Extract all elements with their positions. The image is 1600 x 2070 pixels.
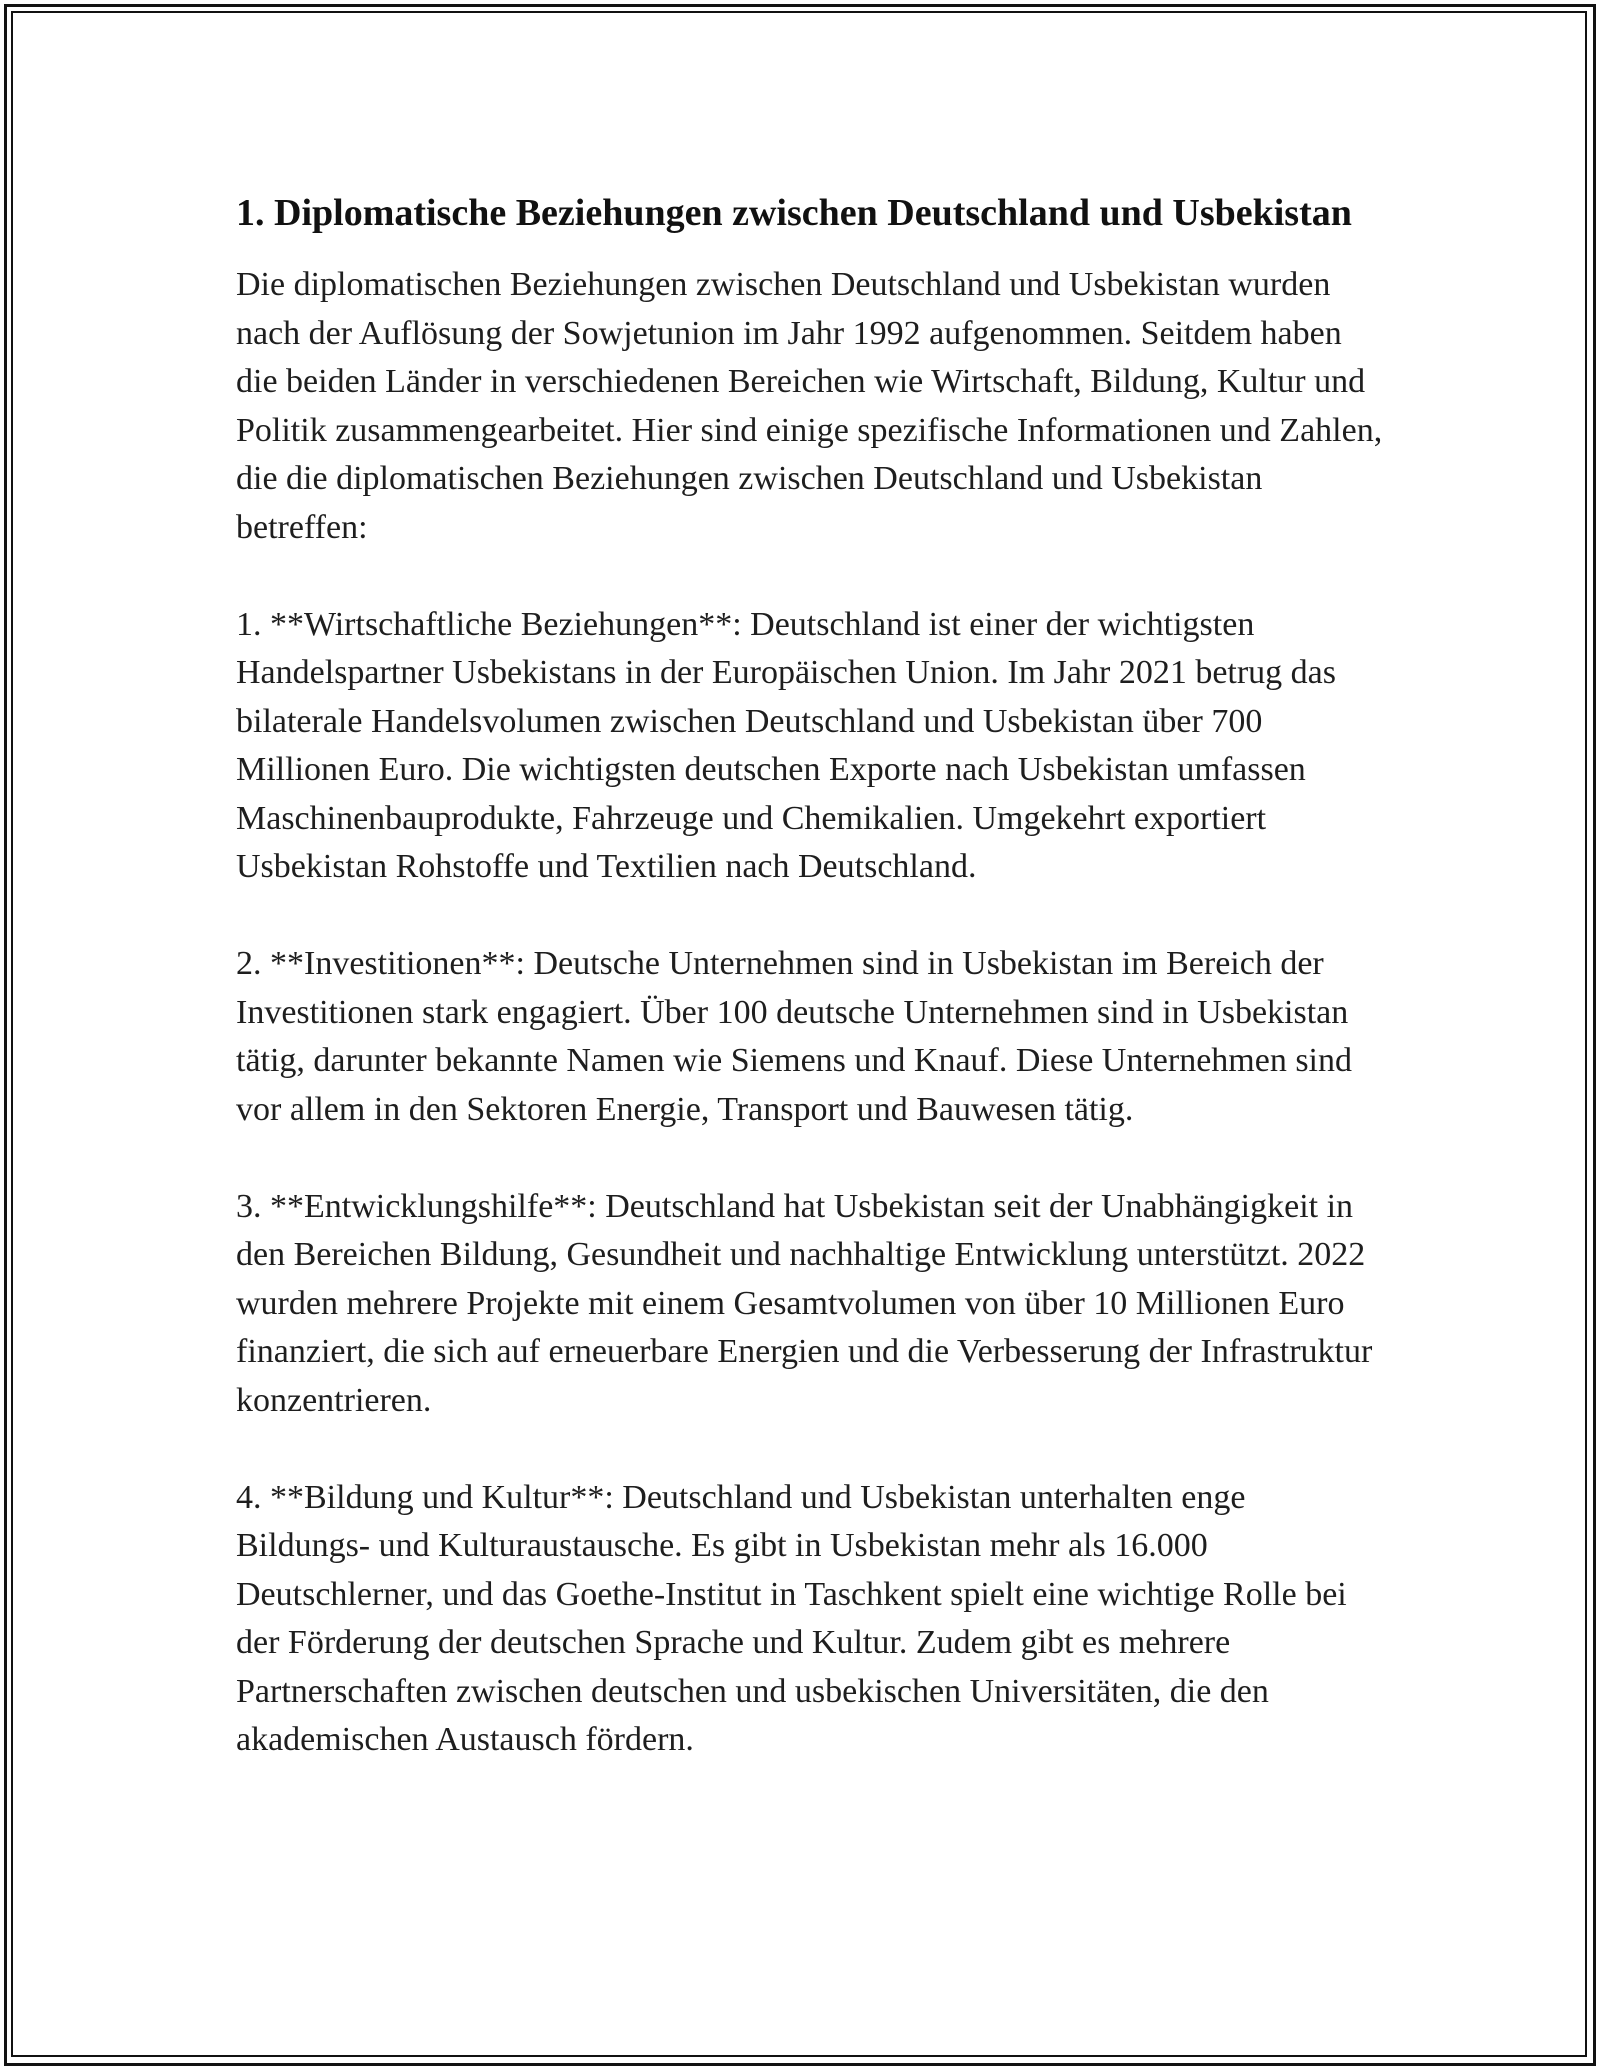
list-item-investments: 2. **Investitionen**: Deutsche Unternehmen sind in Usbekistan im Bereich der Investitionen stark engagiert. Über 100 deutsche Unternehmen sind in Usbekistan tätig, darunter bekannte Namen wie Siemens und Knauf. Diese Unternehmen sind vor allem in den Sektoren Energie, Transport und Bauwesen tätig. <box>236 945 1353 1128</box>
document-body <box>236 186 1386 1813</box>
list-item-economy: 1. **Wirtschaftliche Beziehungen**: Deutschland ist einer der wichtigsten Handelspartner Usbekistans in der Europäischen Union. Im Jahr 2021 betrug das bilaterale Handelsvolumen zwischen Deutschland und Usbekistan über 700 Millionen Euro. Die wichtigsten deutschen Exporte nach Usbekistan umfassen Maschinenbauprodukte, Fahrzeuge und Chemikalien. Umgekehrt exportiert Usbekistan Rohstoffe und Textilien nach Deutschland. <box>236 605 1337 885</box>
list-item-education-culture: 4. **Bildung und Kultur**: Deutschland und Usbekistan unterhalten enge Bildungs- und Kulturaustausche. Es gibt in Usbekistan mehr als 16.000 Deutschlerner, und das Goethe-Institut in Taschkent spielt eine wichtige Rolle bei der Förderung der deutschen Sprache und Kultur. Zudem gibt es mehrere Partnerschaften zwischen deutschen und usbekischen Universitäten, die den akademischen Austausch fördern. <box>236 1478 1347 1758</box>
intro-paragraph: Die diplomatischen Beziehungen zwischen Deutschland und Usbekistan wurden nach der Auflösung der Sowjetunion im Jahr 1992 aufgenommen. Seitdem haben die beiden Länder in verschiedenen Bereichen wie Wirtschaft, Bildung, Kultur und Politik zusammengearbeitet. Hier sind einige spezifische Informationen und Zahlen, die die diplomatischen Beziehungen zwischen Deutschland und Usbekistan betreffen: <box>236 266 1383 546</box>
list-item-development-aid: 3. **Entwicklungshilfe**: Deutschland hat Usbekistan seit der Unabhängigkeit in den Bereichen Bildung, Gesundheit und nachhaltige Entwicklung unterstützt. 2022 wurden mehrere Projekte mit einem Gesamtvolumen von über 10 Millionen Euro finanziert, die sich auf erneuerbare Energien und die Verbesserung der Infrastruktur konzentrieren. <box>236 1187 1373 1419</box>
section-heading: 1. Diplomatische Beziehungen zwischen Deutschland und Usbekistan <box>236 192 1352 234</box>
